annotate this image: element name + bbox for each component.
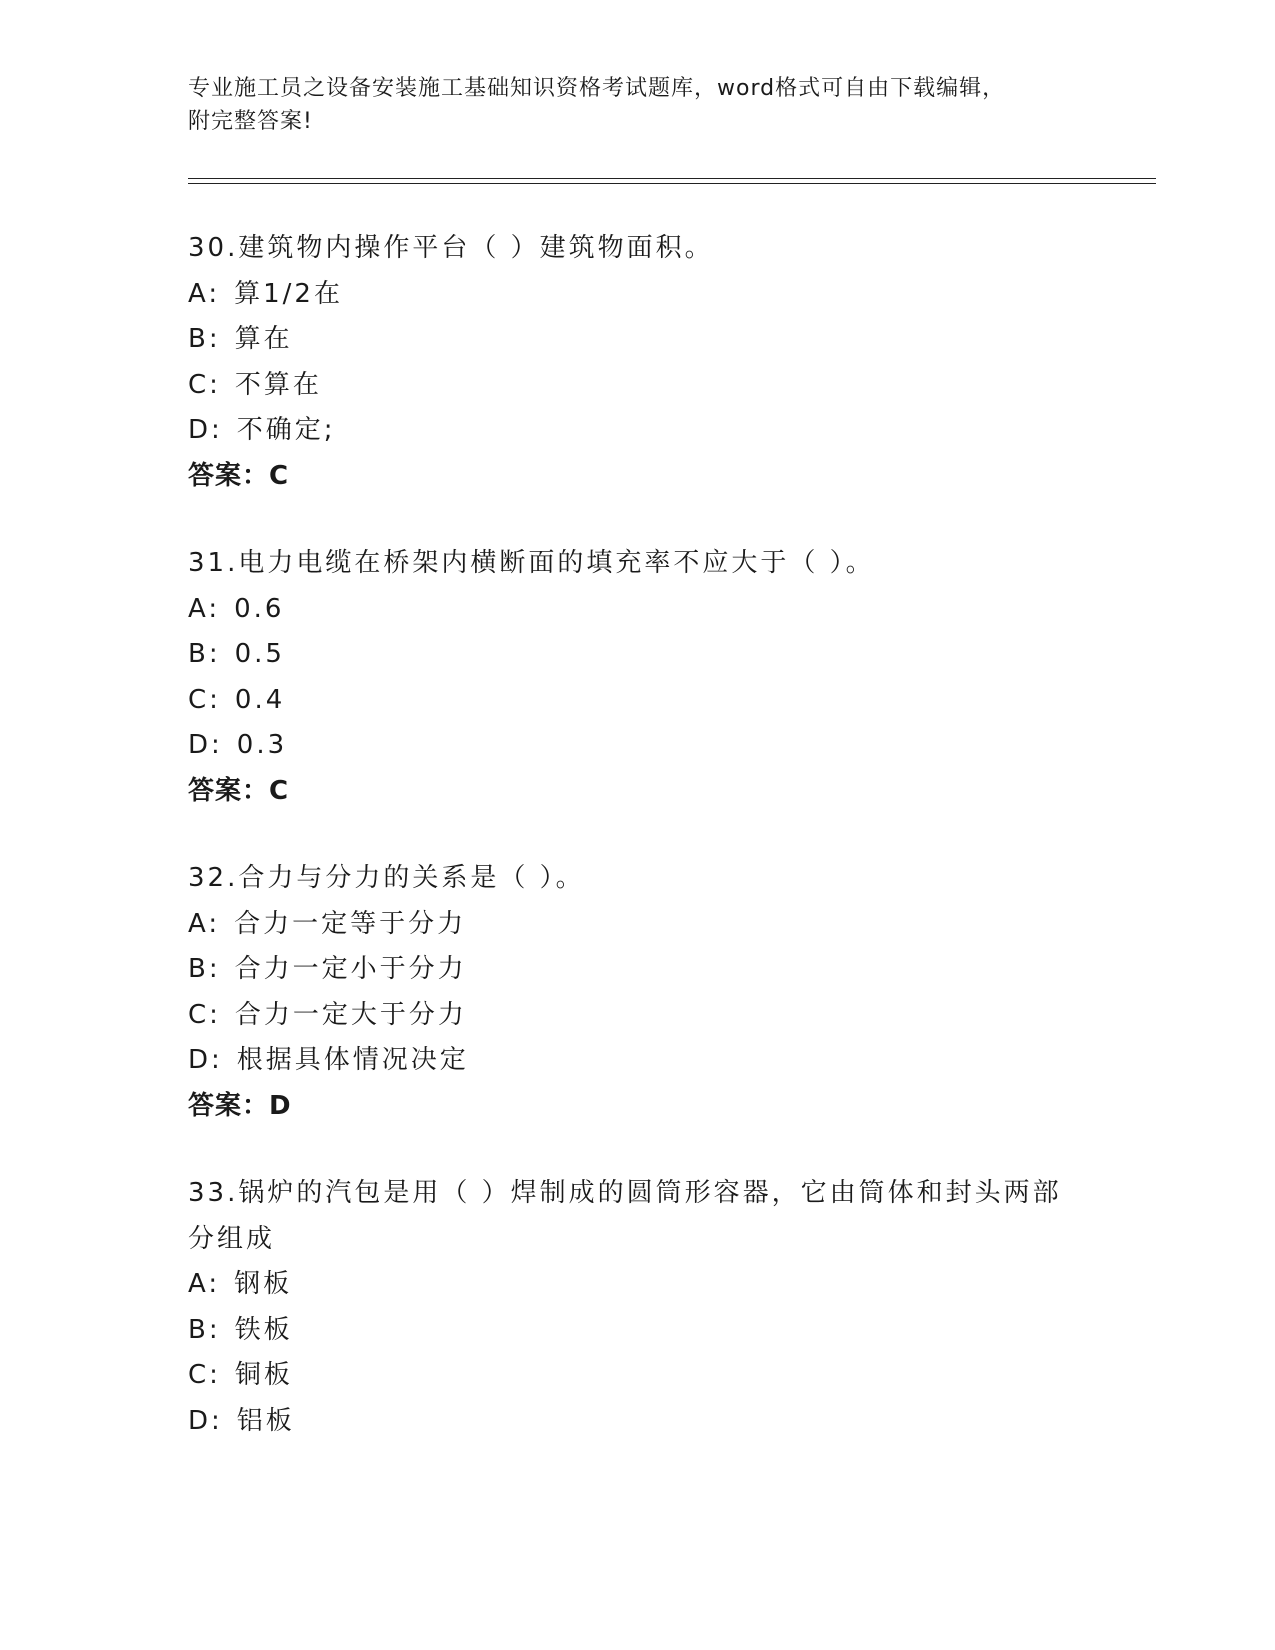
document-header [188, 72, 1068, 138]
option-text: 不确定; [236, 415, 336, 445]
option-letter: A: [188, 278, 221, 309]
option-letter: D: [188, 1045, 223, 1075]
option-text: 合力一定大于分力 [234, 999, 467, 1030]
option-letter: C: [188, 1360, 221, 1390]
option-letter: D: [188, 1405, 223, 1436]
question-stem: 30.建筑物内操作平台（ ）建筑物面积。 [188, 233, 714, 263]
question-33 [188, 1171, 1088, 1444]
option-text: 铜板 [234, 1360, 293, 1390]
option-text: 根据具体情况决定 [236, 1045, 469, 1075]
option-text: 算1/2在 [234, 278, 343, 309]
header-line-1: 专业施工员之设备安装施工基础知识资格考试题库，word格式可自由下载编辑， [188, 76, 1006, 101]
option-letter: B: [188, 954, 221, 984]
option-a [188, 587, 1088, 633]
option-letter: D: [188, 415, 223, 445]
header-divider-bottom [188, 183, 1156, 184]
header-line-2: 附完整答案! [188, 109, 313, 134]
option-letter: C: [188, 369, 221, 400]
option-letter: B: [188, 1314, 221, 1345]
option-b [188, 947, 1088, 993]
question-stem-line-2: 分组成 [188, 1223, 276, 1254]
option-a [188, 272, 1088, 318]
option-text: 铁板 [234, 1314, 293, 1345]
answer-line: 答案：C [188, 775, 290, 806]
option-c [188, 678, 1088, 724]
option-letter: B: [188, 639, 221, 669]
header-divider-top [188, 178, 1156, 179]
question-32 [188, 856, 1088, 1129]
option-letter: A: [188, 593, 221, 624]
option-text: 0.4 [234, 684, 286, 715]
option-a [188, 902, 1088, 948]
option-b [188, 317, 1088, 363]
option-text: 钢板 [234, 1269, 293, 1299]
option-letter: C: [188, 684, 221, 715]
option-letter: D: [188, 730, 223, 760]
option-c [188, 363, 1088, 409]
option-a [188, 1262, 1088, 1308]
option-letter: B: [188, 324, 221, 354]
answer-line: 答案：D [188, 1090, 292, 1121]
option-d [188, 1038, 1088, 1084]
option-d [188, 1399, 1088, 1445]
option-text: 合力一定小于分力 [234, 954, 467, 984]
option-text: 0.5 [234, 639, 285, 669]
option-d [188, 408, 1088, 454]
option-text: 0.6 [234, 593, 285, 624]
option-text: 铝板 [236, 1405, 295, 1436]
question-31 [188, 541, 1088, 814]
option-text: 不算在 [234, 369, 322, 400]
option-text: 算在 [234, 324, 293, 354]
question-stem-line-1: 33.锅炉的汽包是用（ ）焊制成的圆筒形容器，它由筒体和封头两部 [188, 1178, 1062, 1208]
option-text: 0.3 [236, 730, 288, 760]
option-b [188, 1308, 1088, 1354]
option-c [188, 993, 1088, 1039]
question-stem: 32.合力与分力的关系是（ ）。 [188, 863, 585, 893]
option-letter: A: [188, 908, 221, 939]
option-text: 合力一定等于分力 [234, 908, 467, 939]
question-stem: 31.电力电缆在桥架内横断面的填充率不应大于（ ）。 [188, 548, 875, 578]
option-letter: A: [188, 1269, 221, 1299]
option-letter: C: [188, 999, 221, 1030]
option-d [188, 723, 1088, 769]
option-b [188, 632, 1088, 678]
answer-line: 答案：C [188, 460, 290, 491]
option-c [188, 1353, 1088, 1399]
question-30 [188, 226, 1088, 499]
